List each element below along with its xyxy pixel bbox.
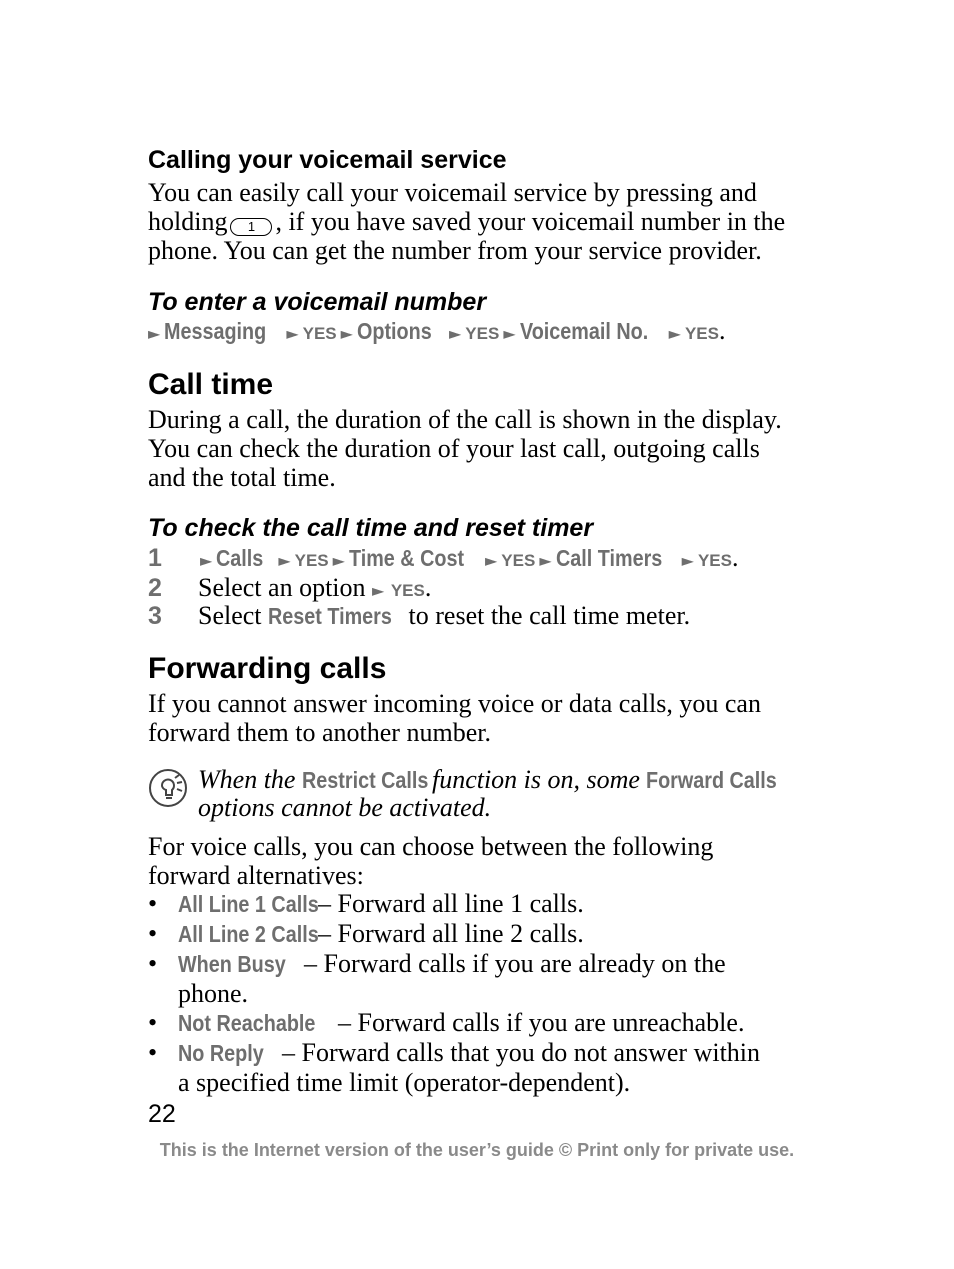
- menu-item-options: Options: [356, 318, 432, 344]
- text-line: For voice calls, you can choose between the following: [148, 832, 714, 861]
- menu-item-all-line-1: All Line 1 Calls: [178, 891, 319, 917]
- arrow-right-icon: ►: [148, 324, 161, 343]
- text-fragment: function is on, some: [431, 765, 640, 794]
- page-number: 22: [148, 1100, 176, 1128]
- item-text: – Forward calls if you are already on the: [304, 949, 726, 978]
- list-item: [148, 919, 828, 949]
- punctuation: .: [731, 543, 739, 572]
- menu-item-when-busy: When Busy: [178, 951, 286, 977]
- text-line: [148, 207, 828, 236]
- yes-key: YES: [684, 324, 719, 343]
- item-text: – Forward calls if you are unreachable.: [338, 1008, 745, 1037]
- menu-item-time-cost: Time & Cost: [348, 545, 465, 571]
- text-line: forward them to another number.: [148, 718, 491, 747]
- menu-item-calls: Calls: [216, 545, 264, 571]
- call-time-body: [148, 405, 838, 492]
- arrow-right-icon: ►: [278, 551, 291, 570]
- yes-key: YES: [294, 551, 329, 570]
- menu-item-all-line-2: All Line 2 Calls: [178, 921, 319, 947]
- item-text-continued: phone.: [178, 979, 249, 1008]
- text-fragment: holding: [148, 207, 228, 236]
- item-text-continued: a specified time limit (operator-dependent).: [178, 1068, 631, 1097]
- bullet: •: [148, 1038, 158, 1067]
- menu-item-messaging: Messaging: [164, 318, 267, 344]
- footer-notice: This is the Internet version of the user’s guide © Print only for private use.: [159, 1140, 795, 1160]
- list-item: [148, 1008, 828, 1038]
- menu-item-reset-timers: Reset Timers: [268, 603, 392, 629]
- item-text: – Forward all line 1 calls.: [318, 889, 584, 918]
- arrow-right-icon: ►: [448, 324, 462, 343]
- arrow-right-icon: ►: [539, 551, 552, 570]
- menu-item-not-reachable: Not Reachable: [178, 1010, 316, 1036]
- text-line: [198, 766, 818, 794]
- forwarding-options-list: [148, 889, 828, 1097]
- menu-item-no-reply: No Reply: [178, 1040, 264, 1066]
- sub-heading-check-call-time: To check the call time and reset timer: [148, 514, 594, 542]
- text-line: forward alternatives:: [148, 861, 364, 890]
- text-line: You can check the duration of your last call, outgoing calls: [148, 434, 760, 463]
- step-1: [148, 543, 738, 577]
- forwarding-body: [148, 689, 828, 747]
- item-text: – Forward calls that you do not answer within: [282, 1038, 761, 1067]
- step-text: Select: [198, 601, 262, 630]
- menu-path-voicemail: [148, 316, 725, 350]
- list-item: [148, 1038, 828, 1097]
- tip-lightbulb-icon: [148, 768, 188, 808]
- arrow-right-icon: ►: [286, 324, 299, 343]
- arrow-right-icon: ►: [681, 551, 694, 570]
- arrow-right-icon: ►: [200, 551, 213, 570]
- arrow-right-icon: ►: [668, 324, 681, 343]
- arrow-right-icon: ►: [332, 551, 345, 570]
- yes-key: YES: [697, 551, 732, 570]
- step-3: [148, 601, 690, 631]
- text-line: If you cannot answer incoming voice or data calls, you can: [148, 689, 761, 718]
- item-text: – Forward all line 2 calls.: [318, 919, 584, 948]
- text-line: During a call, the duration of the call is shown in the display.: [148, 405, 782, 434]
- menu-item-call-timers: Call Timers: [555, 545, 662, 571]
- step-number: 3: [148, 602, 162, 630]
- step-text: to reset the call time meter.: [408, 601, 691, 630]
- yes-key: YES: [302, 324, 337, 343]
- text-fragment: When the: [198, 765, 296, 794]
- bullet: •: [148, 1008, 158, 1037]
- step-text: Select an option: [198, 573, 366, 602]
- text-line: and the total time.: [148, 463, 336, 492]
- voicemail-body: [148, 178, 828, 265]
- bullet: •: [148, 949, 158, 978]
- note-text: [198, 766, 818, 822]
- text-line: You can easily call your voicemail service by pressing and: [148, 178, 757, 207]
- text-line: phone. You can get the number from your service provider.: [148, 236, 762, 265]
- yes-key: YES: [501, 551, 536, 570]
- step-number: 1: [148, 544, 162, 572]
- arrow-right-icon: ►: [484, 551, 498, 570]
- bullet: •: [148, 889, 158, 918]
- key-1-icon: 1: [230, 218, 272, 236]
- yes-key: YES: [390, 581, 425, 600]
- section-heading-voicemail: Calling your voicemail service: [148, 146, 507, 174]
- menu-item-restrict-calls: Restrict Calls: [301, 767, 429, 793]
- step-number: 2: [148, 574, 162, 602]
- arrow-right-icon: ►: [503, 324, 516, 343]
- list-item: [148, 889, 828, 919]
- section-heading-forwarding: Forwarding calls: [148, 652, 387, 685]
- yes-key: YES: [465, 324, 500, 343]
- arrow-right-icon: ►: [340, 324, 353, 343]
- list-item: [148, 949, 828, 1008]
- text-line: options cannot be activated.: [198, 793, 492, 822]
- section-heading-call-time: Call time: [148, 368, 274, 401]
- punctuation: .: [424, 573, 432, 602]
- arrow-right-icon: ►: [372, 581, 385, 600]
- punctuation: .: [718, 316, 726, 345]
- menu-item-voicemail-no: Voicemail No.: [519, 318, 648, 344]
- sub-heading-enter-voicemail: To enter a voicemail number: [148, 288, 487, 316]
- forwarding-intro: [148, 832, 828, 890]
- bullet: •: [148, 919, 158, 948]
- text-fragment: , if you have saved your voicemail number in the: [275, 207, 786, 236]
- menu-item-forward-calls: Forward Calls: [646, 767, 778, 793]
